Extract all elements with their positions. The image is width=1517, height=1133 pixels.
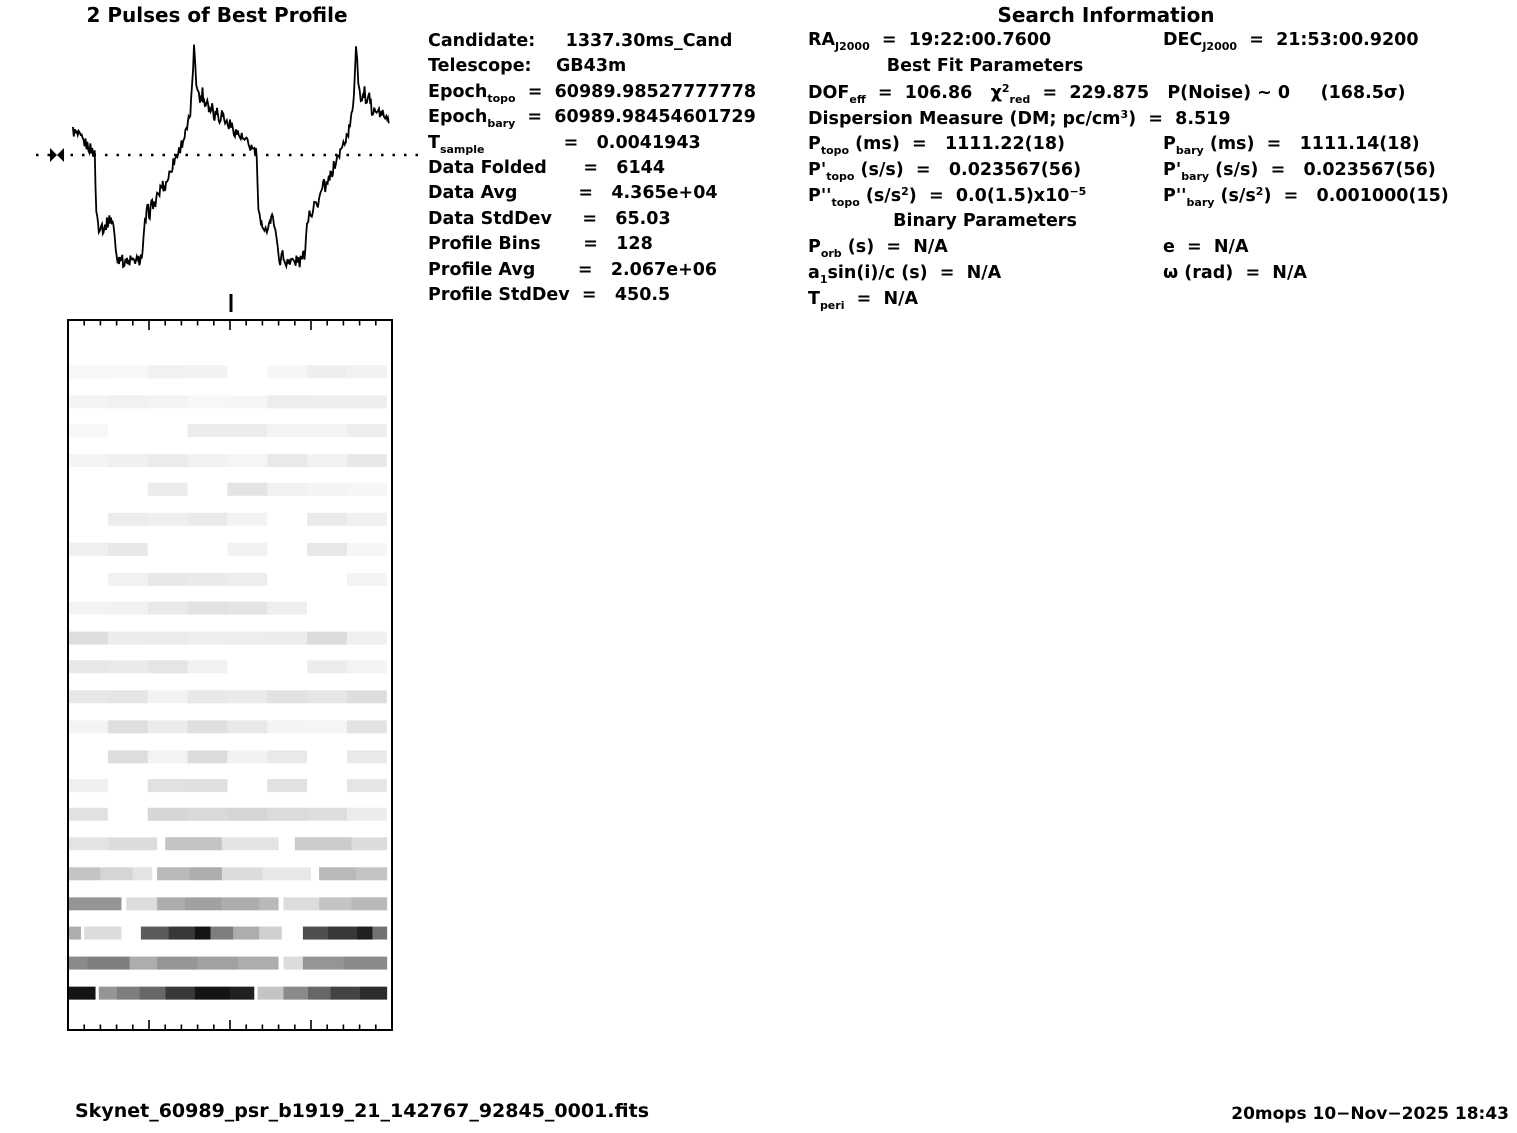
info-text: DEC: [1163, 30, 1203, 50]
obs-info-line: [428, 133, 701, 156]
obs-info-line: [428, 82, 756, 105]
info-text: (ms) = 1111.22(18): [849, 133, 1065, 154]
obs-info-line: [428, 31, 732, 51]
info-text: P'': [1163, 186, 1187, 207]
info-text: ) = 0.0(1.5)x10: [908, 186, 1070, 207]
info-text: 3: [1120, 107, 1129, 121]
search-info-line: [808, 30, 1468, 53]
info-text: = 60989.98454601729: [515, 107, 756, 128]
info-text: ω (rad) = N/A: [1163, 263, 1307, 284]
info-text: P: [1163, 133, 1176, 154]
search-info-line: [808, 185, 1468, 209]
info-text: e = N/A: [1163, 237, 1249, 258]
info-text: P: [808, 133, 821, 154]
info-text: J2000: [1202, 40, 1238, 53]
info-text: (ms) = 1111.14(18): [1203, 133, 1420, 154]
obs-info-line: [428, 56, 626, 76]
info-text: P': [808, 159, 827, 180]
obs-info-line: [428, 158, 665, 178]
search-info-line: [808, 263, 1468, 286]
profile-plot: [36, 45, 424, 312]
search-info-line: [808, 289, 1468, 312]
info-text: Dispersion Measure (DM; pc/cm: [808, 108, 1121, 129]
info-text: bary: [1181, 169, 1210, 183]
info-text: 1337.30ms_Cand: [565, 31, 733, 51]
obs-info-line: [428, 107, 756, 130]
search-info-block: [808, 30, 1468, 310]
info-text: 1: [819, 273, 828, 287]
info-text: Data Folded = 6144: [428, 158, 665, 178]
info-text: (s/s) = 0.023567(56): [854, 159, 1082, 180]
info-text: Candidate:: [428, 31, 566, 51]
info-text: a: [808, 263, 820, 284]
info-text: 2: [1001, 81, 1010, 95]
search-info-line: [808, 160, 1468, 183]
info-text: 2: [1255, 185, 1264, 199]
info-text: topo: [820, 143, 850, 157]
info-text: GB43m: [555, 56, 627, 77]
info-text: topo: [831, 196, 860, 210]
source-filename: Skynet_60989_psr_b1919_21_142767_92845_0001.fits: [75, 1100, 649, 1122]
info-text: χ: [990, 82, 1002, 103]
info-text: peri: [819, 299, 845, 312]
period-pdot-chi2-colormap: [1116, 791, 1424, 1029]
info-text: bary: [487, 117, 516, 131]
info-text: = 21:53:00.9200: [1237, 30, 1419, 50]
info-text: ) = 0.001000(15): [1263, 186, 1449, 207]
info-text: bary: [1186, 196, 1215, 210]
info-text: (s/s: [859, 186, 902, 207]
info-text: Profile Avg = 2.067e+06: [428, 259, 718, 280]
info-text: ) = 8.519: [1128, 108, 1231, 129]
section-heading: Best Fit Parameters: [886, 55, 1084, 76]
info-text: −5: [1069, 185, 1087, 199]
info-text: = 19:22:00.7600: [869, 30, 1052, 50]
search-info-heading: Search Information: [997, 3, 1215, 27]
info-text: Data Avg = 4.365e+04: [428, 183, 718, 204]
profile-plot-title: 2 Pulses of Best Profile: [86, 3, 348, 27]
info-text: DOF: [808, 82, 850, 103]
info-text: (s) = N/A: [841, 237, 948, 258]
info-text: J2000: [835, 40, 870, 53]
info-text: topo: [487, 91, 516, 105]
info-text: 2: [901, 185, 909, 199]
section-heading: Binary Parameters: [893, 211, 1077, 232]
info-text: (s/s) = 0.023567(56): [1209, 159, 1436, 180]
info-text: = 60989.98527777778: [515, 81, 757, 102]
info-text: Profile Bins = 128: [428, 234, 653, 255]
info-text: Profile StdDev = 450.5: [428, 285, 671, 305]
info-text: eff: [849, 92, 866, 106]
obs-info-line: [428, 285, 670, 305]
info-text: bary: [1175, 143, 1204, 157]
info-text: orb: [820, 247, 842, 261]
time-phase-plot: [68, 320, 392, 1030]
info-text: P'': [808, 186, 832, 207]
info-text: = N/A: [844, 289, 919, 309]
search-info-line: [808, 82, 1468, 106]
info-text: = 0.0041943: [484, 132, 701, 153]
obs-info-line: [428, 209, 671, 229]
search-info-line: [808, 108, 1468, 129]
info-text: = 229.875 P(Noise) ~ 0 (168.5σ): [1030, 82, 1406, 103]
info-text: Telescope:: [428, 56, 556, 77]
info-text: RA: [808, 30, 836, 50]
info-text: red: [1009, 92, 1031, 106]
obs-info-line: [428, 183, 718, 203]
obs-info-line: [428, 260, 717, 280]
subband-phase-heatmap: [659, 329, 991, 787]
search-info-line: [808, 134, 1468, 157]
info-text: (s/s: [1214, 186, 1256, 207]
info-text: sample: [439, 142, 485, 156]
info-text: T: [428, 132, 440, 153]
info-text: Epoch: [428, 81, 488, 102]
info-text: = 106.86: [865, 82, 991, 103]
search-info-line: [808, 237, 1468, 260]
info-text: P: [808, 237, 821, 258]
info-text: T: [808, 289, 820, 309]
info-text: topo: [826, 169, 855, 183]
info-text: P': [1163, 159, 1182, 180]
render-timestamp: 20mops 10−Nov−2025 18:43: [1231, 1104, 1509, 1124]
info-text: Epoch: [428, 107, 488, 128]
obs-info-line: [428, 234, 653, 254]
info-text: sin(i)/c (s) = N/A: [827, 263, 1002, 284]
observation-info-block: [428, 31, 798, 305]
info-text: Data StdDev = 65.03: [428, 208, 671, 229]
